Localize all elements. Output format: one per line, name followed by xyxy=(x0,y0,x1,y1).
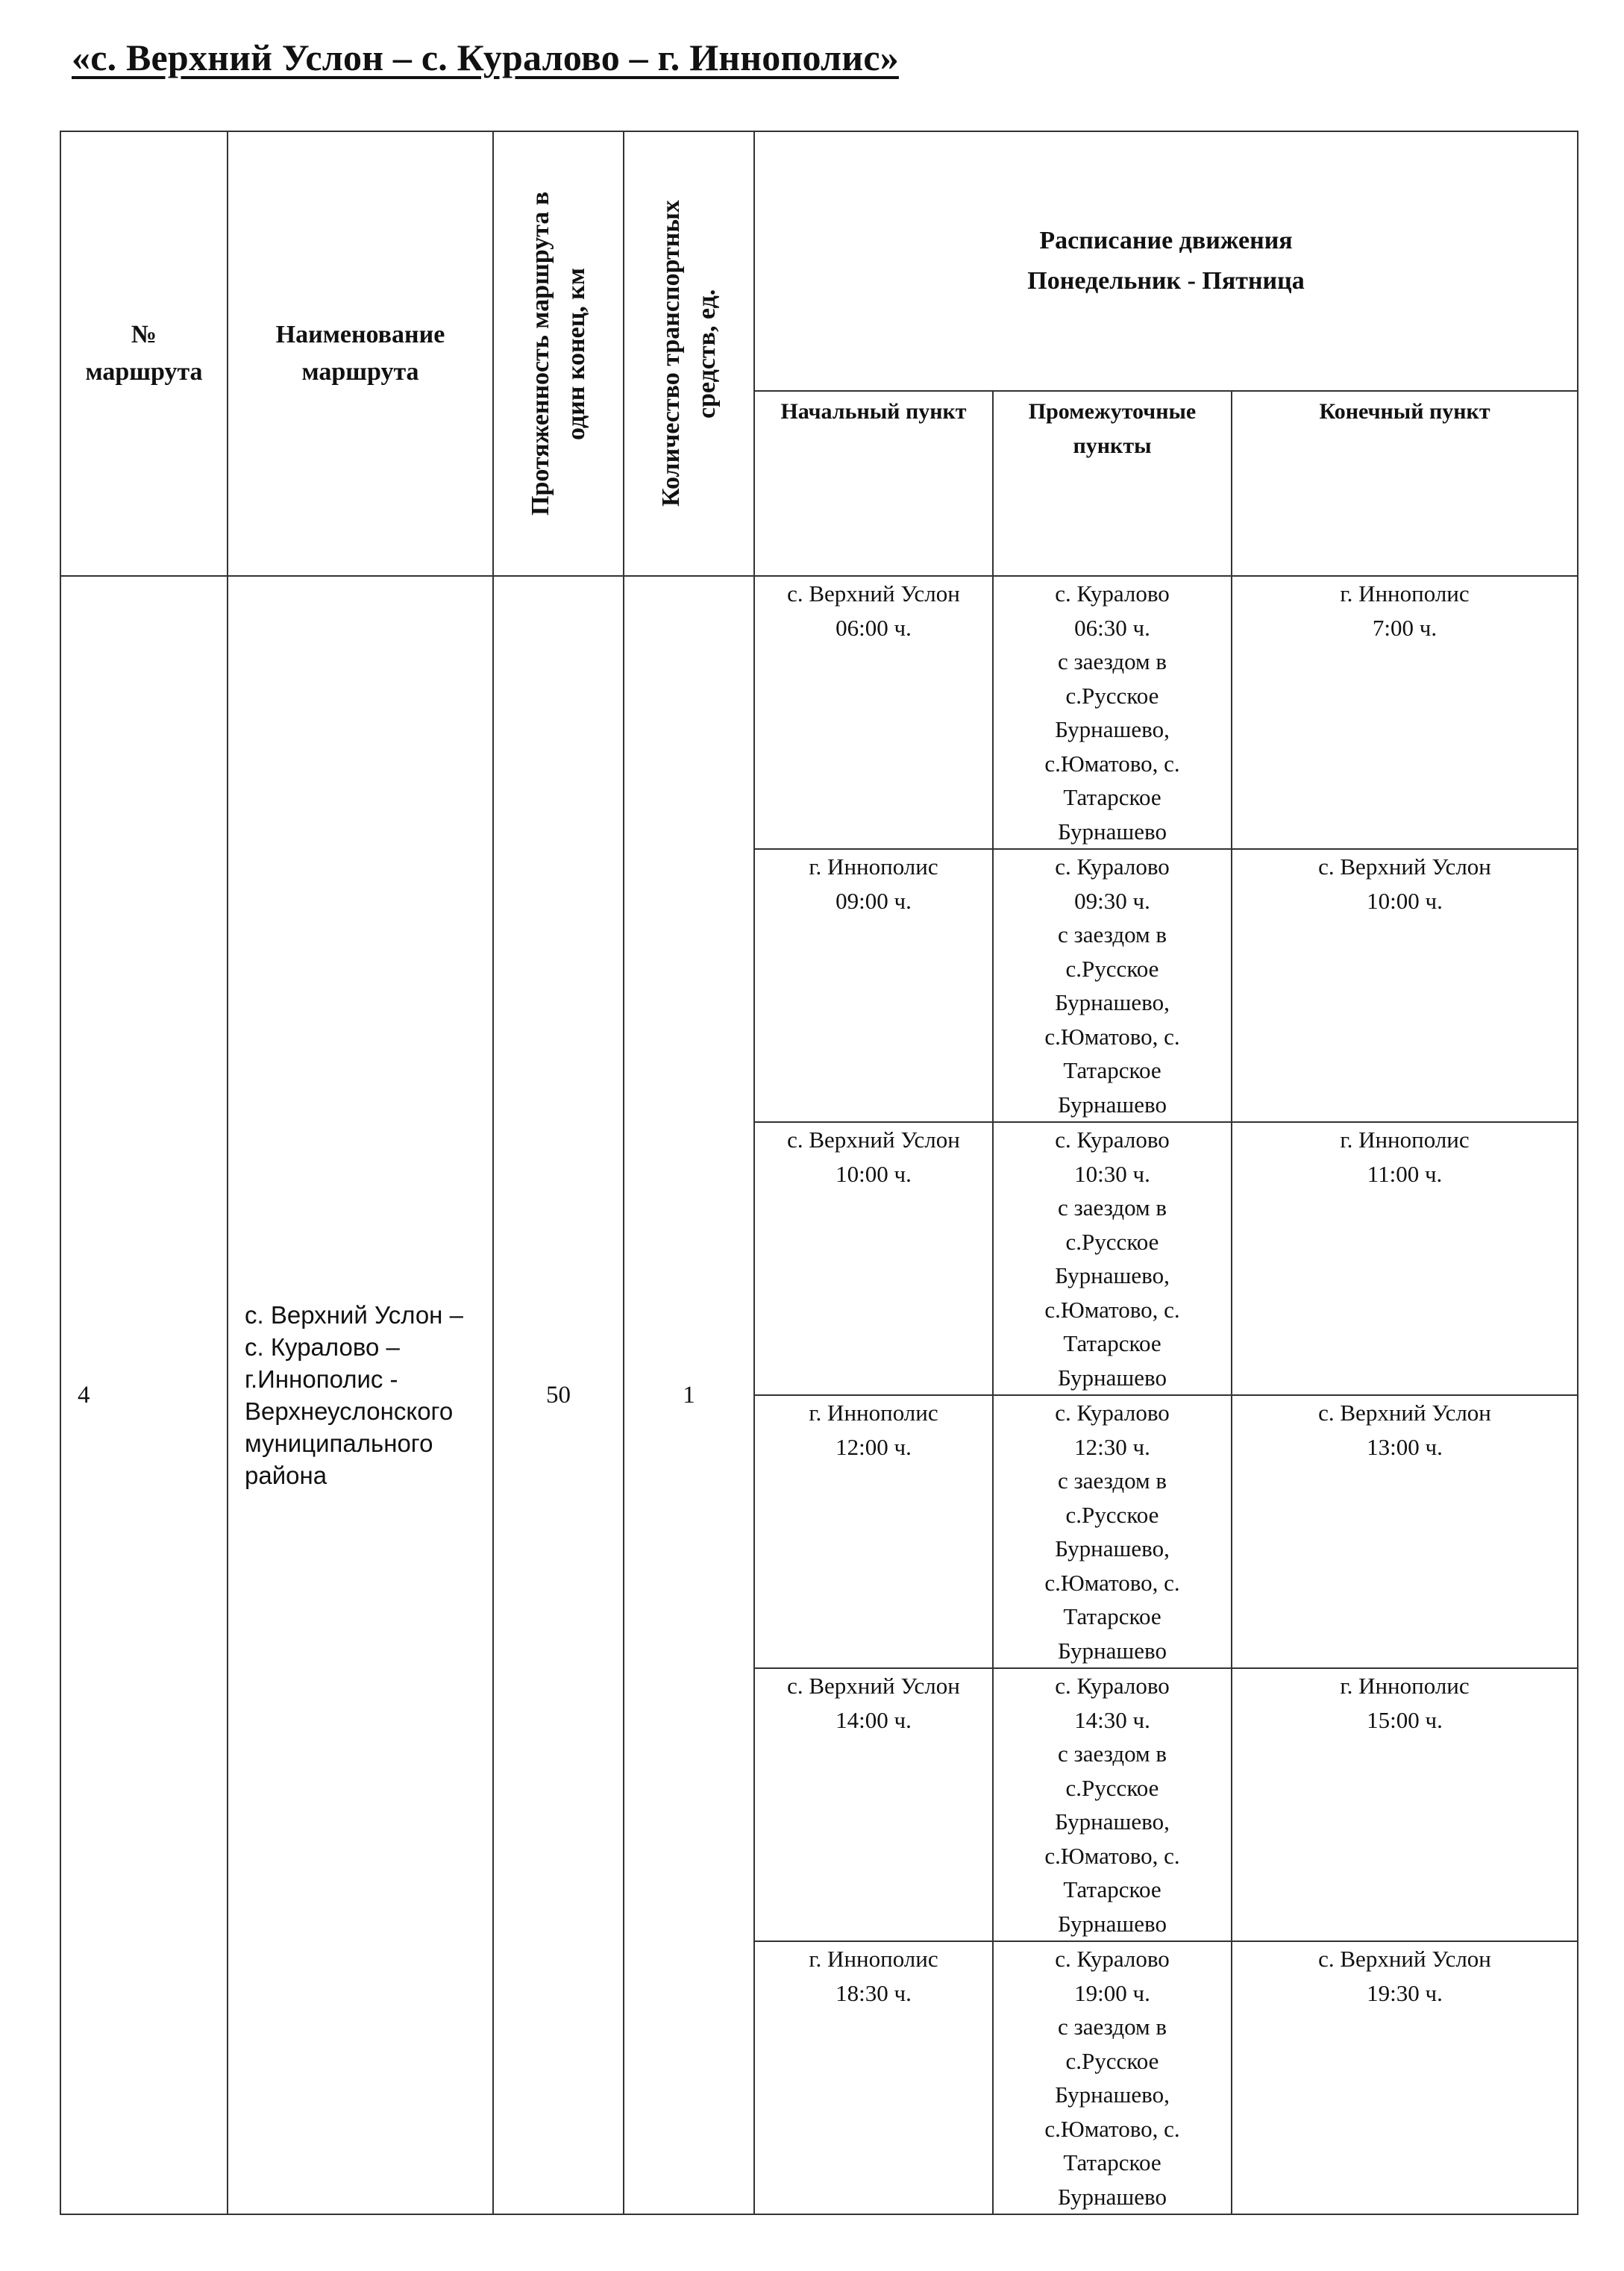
trip-intermediate-line: Бурнашево xyxy=(1058,818,1167,845)
trip-intermediate-line: Татарское xyxy=(1063,1603,1161,1629)
trip-start-line: с. Верхний Услон xyxy=(787,1673,960,1699)
trip-start xyxy=(754,1941,993,2214)
trip-intermediate-line: с заездом в xyxy=(1057,2014,1167,2040)
trip-row xyxy=(60,576,1578,849)
trip-intermediate xyxy=(993,849,1232,1122)
header-route-number: № маршрута xyxy=(60,131,228,576)
trip-end-line: с. Верхний Услон xyxy=(1318,1946,1491,1972)
trip-intermediate-line: с.Юматово, с. xyxy=(1044,1296,1180,1323)
trip-intermediate-line: с заездом в xyxy=(1057,648,1167,674)
trip-intermediate-line: Бурнашево, xyxy=(1055,2082,1170,2108)
header-intermediate: Промежуточные пункты xyxy=(993,391,1232,576)
trip-intermediate-line: Бурнашево xyxy=(1058,1091,1167,1118)
trip-intermediate-line: Бурнашево, xyxy=(1055,1262,1170,1288)
trip-intermediate-line: с.Юматово, с. xyxy=(1044,1569,1180,1596)
trip-intermediate-line: 10:30 ч. xyxy=(1074,1160,1150,1187)
trip-start-line: 10:00 ч. xyxy=(835,1160,912,1187)
route-name-line: г.Иннополис - xyxy=(245,1365,398,1393)
trip-intermediate-line: с.Юматово, с. xyxy=(1044,1023,1180,1050)
trip-intermediate-line: с. Куралово xyxy=(1055,580,1170,607)
trip-intermediate-line: с. Куралово xyxy=(1055,1400,1170,1426)
trip-intermediate-line: 19:00 ч. xyxy=(1074,1979,1150,2006)
trip-intermediate-line: 06:30 ч. xyxy=(1074,614,1150,641)
trip-intermediate-line: 09:30 ч. xyxy=(1074,887,1150,914)
trip-end xyxy=(1232,849,1578,1122)
trip-end-line: с. Верхний Услон xyxy=(1318,1400,1491,1426)
trip-end-line: 15:00 ч. xyxy=(1367,1706,1443,1733)
trip-end-line: 19:30 ч. xyxy=(1367,1979,1443,2006)
trip-end-line: г. Иннополис xyxy=(1340,1673,1470,1699)
header-length-cell xyxy=(493,131,624,576)
page-title: «с. Верхний Услон – с. Куралово – г. Иннополис» xyxy=(72,37,899,78)
trips-body xyxy=(60,576,1578,2214)
trip-intermediate-line: Бурнашево xyxy=(1058,1364,1167,1391)
trip-start-line: с. Верхний Услон xyxy=(787,580,960,607)
trip-start xyxy=(754,1668,993,1941)
trip-end-line: 11:00 ч. xyxy=(1367,1160,1443,1187)
trip-end xyxy=(1232,1122,1578,1395)
trip-end-line: г. Иннополис xyxy=(1340,580,1470,607)
trip-intermediate-line: Татарское xyxy=(1063,1057,1161,1083)
trip-intermediate-line: Бурнашево, xyxy=(1055,1808,1170,1835)
trip-end xyxy=(1232,1668,1578,1941)
route-name-line: с. Куралово – xyxy=(245,1333,400,1361)
route-name-line: района xyxy=(245,1462,327,1489)
trip-start xyxy=(754,1122,993,1395)
trip-intermediate-line: Бурнашево xyxy=(1058,1910,1167,1937)
header-vehicles: Количество транспортных средств, ед. xyxy=(656,200,721,507)
trip-intermediate xyxy=(993,1122,1232,1395)
trip-intermediate-line: с заездом в xyxy=(1057,1741,1167,1767)
trip-intermediate xyxy=(993,1941,1232,2214)
trip-end-line: 10:00 ч. xyxy=(1367,887,1443,914)
trip-start-line: 06:00 ч. xyxy=(835,614,912,641)
header-route-name: Наименование маршрута xyxy=(228,131,493,576)
trip-intermediate-line: с.Русское xyxy=(1065,682,1159,709)
trip-intermediate-line: с.Русское xyxy=(1065,2047,1159,2074)
trip-intermediate-line: Татарское xyxy=(1063,1876,1161,1902)
trip-intermediate-line: с.Русское xyxy=(1065,1774,1159,1801)
header-end: Конечный пункт xyxy=(1232,391,1578,576)
route-name xyxy=(228,576,493,2214)
trip-intermediate-line: с. Куралово xyxy=(1055,1946,1170,1972)
trip-intermediate-line: Бурнашево xyxy=(1058,2183,1167,2210)
route-name-line: с. Верхний Услон – xyxy=(245,1301,463,1329)
trip-intermediate-line: с.Русское xyxy=(1065,1228,1159,1255)
trip-intermediate-line: Татарское xyxy=(1063,2149,1161,2176)
trip-intermediate-line: с.Юматово, с. xyxy=(1044,750,1180,777)
header-schedule-line2: Понедельник - Пятница xyxy=(1027,267,1305,295)
route-name-line: муниципального xyxy=(245,1429,433,1457)
trip-end-line: 13:00 ч. xyxy=(1367,1433,1443,1460)
route-name-line: Верхнеуслонского xyxy=(245,1397,454,1425)
trip-start-line: 09:00 ч. xyxy=(835,887,912,914)
trip-start-line: 14:00 ч. xyxy=(835,1706,912,1733)
trip-intermediate-line: Бурнашево, xyxy=(1055,1535,1170,1561)
trip-end-line: с. Верхний Услон xyxy=(1318,853,1491,880)
trip-intermediate-line: Бурнашево, xyxy=(1055,716,1170,742)
trip-start xyxy=(754,576,993,849)
trip-end xyxy=(1232,1941,1578,2214)
trip-end-line: 7:00 ч. xyxy=(1372,614,1438,641)
header-vehicles-cell xyxy=(624,131,754,576)
trip-end xyxy=(1232,576,1578,849)
header-schedule-line1: Расписание движения xyxy=(1039,227,1293,254)
trip-start-line: г. Иннополис xyxy=(809,853,938,880)
trip-intermediate-line: Бурнашево xyxy=(1058,1637,1167,1664)
trip-start-line: г. Иннополис xyxy=(809,1400,938,1426)
route-vehicles: 1 xyxy=(624,576,754,2214)
trip-intermediate-line: с. Куралово xyxy=(1055,1127,1170,1153)
trip-intermediate-line: 12:30 ч. xyxy=(1074,1433,1150,1460)
trip-intermediate-line: с.Русское xyxy=(1065,1501,1159,1528)
trip-intermediate-line: с заездом в xyxy=(1057,921,1167,947)
schedule-table xyxy=(60,131,1578,2215)
trip-intermediate xyxy=(993,1395,1232,1668)
trip-intermediate xyxy=(993,576,1232,849)
trip-intermediate-line: Татарское xyxy=(1063,1330,1161,1356)
route-length: 50 xyxy=(493,576,624,2214)
trip-intermediate-line: Бурнашево, xyxy=(1055,989,1170,1015)
trip-end xyxy=(1232,1395,1578,1668)
trip-intermediate-line: с.Юматово, с. xyxy=(1044,2115,1180,2142)
trip-start-line: 18:30 ч. xyxy=(835,1979,912,2006)
trip-start xyxy=(754,1395,993,1668)
trip-intermediate-line: Татарское xyxy=(1063,784,1161,810)
header-length: Протяженность маршрута в один конец, км xyxy=(526,191,590,516)
trip-start-line: 12:00 ч. xyxy=(835,1433,912,1460)
trip-intermediate-line: с.Юматово, с. xyxy=(1044,1842,1180,1869)
trip-intermediate-line: с. Куралово xyxy=(1055,853,1170,880)
header-start: Начальный пункт xyxy=(754,391,993,576)
header-schedule xyxy=(754,131,1578,391)
trip-intermediate-line: 14:30 ч. xyxy=(1074,1706,1150,1733)
trip-intermediate-line: с. Куралово xyxy=(1055,1673,1170,1699)
route-number: 4 xyxy=(60,576,228,2214)
trip-intermediate-line: с заездом в xyxy=(1057,1467,1167,1494)
trip-end-line: г. Иннополис xyxy=(1340,1127,1470,1153)
trip-start xyxy=(754,849,993,1122)
trip-intermediate-line: с заездом в xyxy=(1057,1194,1167,1221)
trip-start-line: г. Иннополис xyxy=(809,1946,938,1972)
trip-intermediate-line: с.Русское xyxy=(1065,955,1159,982)
trip-start-line: с. Верхний Услон xyxy=(787,1127,960,1153)
trip-intermediate xyxy=(993,1668,1232,1941)
